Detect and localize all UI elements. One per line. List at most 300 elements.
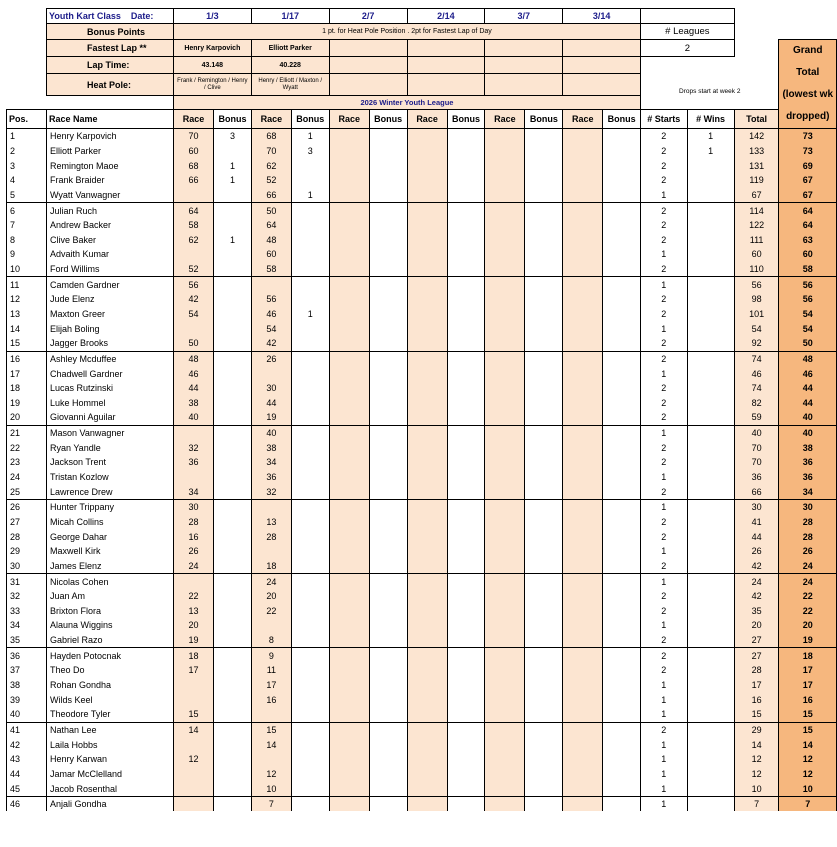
week6-race-cell bbox=[563, 321, 603, 336]
grand-total-cell: 73 bbox=[779, 129, 837, 144]
starts-cell: 2 bbox=[641, 173, 687, 188]
week5-bonus-cell bbox=[525, 529, 563, 544]
date-week-4: 2/14 bbox=[407, 9, 485, 24]
starts-cell: 1 bbox=[641, 277, 687, 292]
week5-race-cell bbox=[485, 484, 525, 499]
week3-bonus-cell bbox=[369, 218, 407, 233]
starts-cell: 2 bbox=[641, 158, 687, 173]
week2-race-cell bbox=[251, 277, 291, 292]
wins-cell bbox=[687, 425, 734, 440]
leagues-label: # Leagues bbox=[641, 24, 735, 40]
starts-cell: 2 bbox=[641, 589, 687, 604]
week3-race-cell bbox=[329, 440, 369, 455]
week6-bonus-cell bbox=[603, 633, 641, 648]
week4-race-cell bbox=[407, 500, 447, 515]
week4-race-cell bbox=[407, 663, 447, 678]
week1-race-cell: 14 bbox=[173, 722, 213, 737]
table-row bbox=[7, 351, 837, 366]
grand-total-cell: 28 bbox=[779, 529, 837, 544]
total-cell: 67 bbox=[734, 188, 779, 203]
week5-race-cell bbox=[485, 796, 525, 811]
starts-cell: 2 bbox=[641, 559, 687, 574]
table-row bbox=[7, 737, 837, 752]
week3-bonus-cell bbox=[369, 232, 407, 247]
week6-race-cell bbox=[563, 692, 603, 707]
table-row bbox=[7, 129, 837, 144]
starts-cell: 1 bbox=[641, 707, 687, 722]
week2-race-cell bbox=[251, 618, 291, 633]
starts-cell: 2 bbox=[641, 262, 687, 277]
starts-cell: 1 bbox=[641, 366, 687, 381]
week6-bonus-cell bbox=[603, 574, 641, 589]
week3-bonus-cell bbox=[369, 633, 407, 648]
week5-race-cell bbox=[485, 722, 525, 737]
week4-race-cell bbox=[407, 648, 447, 663]
heat-pole-week-5 bbox=[485, 74, 563, 95]
pos-cell: 38 bbox=[7, 678, 47, 693]
col-race: Race bbox=[329, 109, 369, 128]
week1-race-cell: 13 bbox=[173, 604, 213, 619]
pos-cell: 22 bbox=[7, 440, 47, 455]
week4-bonus-cell bbox=[447, 589, 485, 604]
wins-cell bbox=[687, 410, 734, 425]
grand-total-cell: 24 bbox=[779, 559, 837, 574]
pos-cell: 42 bbox=[7, 737, 47, 752]
week5-race-cell bbox=[485, 307, 525, 322]
week2-race-cell bbox=[251, 544, 291, 559]
week3-bonus-cell bbox=[369, 336, 407, 351]
week5-bonus-cell bbox=[525, 707, 563, 722]
starts-cell: 2 bbox=[641, 307, 687, 322]
week3-race-cell bbox=[329, 455, 369, 470]
week3-bonus-cell bbox=[369, 737, 407, 752]
week4-bonus-cell bbox=[447, 752, 485, 767]
week5-race-cell bbox=[485, 381, 525, 396]
col-wins: # Wins bbox=[687, 109, 734, 128]
week6-bonus-cell bbox=[603, 129, 641, 144]
week3-bonus-cell bbox=[369, 292, 407, 307]
grand-total-cell: 48 bbox=[779, 351, 837, 366]
week1-race-cell bbox=[173, 425, 213, 440]
pos-cell: 16 bbox=[7, 351, 47, 366]
week6-race-cell bbox=[563, 544, 603, 559]
total-cell: 16 bbox=[734, 692, 779, 707]
starts-cell: 2 bbox=[641, 484, 687, 499]
week6-race-cell bbox=[563, 663, 603, 678]
race-name-cell: Luke Hommel bbox=[47, 396, 174, 411]
starts-cell: 1 bbox=[641, 678, 687, 693]
week2-bonus-cell bbox=[291, 440, 329, 455]
week4-bonus-cell bbox=[447, 604, 485, 619]
pos-cell: 20 bbox=[7, 410, 47, 425]
wins-cell bbox=[687, 381, 734, 396]
week2-bonus-cell bbox=[291, 396, 329, 411]
week5-race-cell bbox=[485, 336, 525, 351]
week5-race-cell bbox=[485, 173, 525, 188]
week1-race-cell: 50 bbox=[173, 336, 213, 351]
total-cell: 12 bbox=[734, 767, 779, 782]
wins-cell bbox=[687, 589, 734, 604]
week2-bonus-cell bbox=[291, 604, 329, 619]
week6-bonus-cell bbox=[603, 722, 641, 737]
week1-bonus-cell bbox=[214, 663, 252, 678]
week4-race-cell bbox=[407, 544, 447, 559]
week6-race-cell bbox=[563, 455, 603, 470]
week4-bonus-cell bbox=[447, 633, 485, 648]
week2-race-cell: 36 bbox=[251, 470, 291, 485]
pos-cell: 30 bbox=[7, 559, 47, 574]
wins-cell bbox=[687, 781, 734, 796]
week6-race-cell bbox=[563, 262, 603, 277]
fastest-lap-week-4 bbox=[407, 40, 485, 57]
week2-bonus-cell bbox=[291, 796, 329, 811]
total-cell: 46 bbox=[734, 366, 779, 381]
week6-race-cell bbox=[563, 767, 603, 782]
week1-bonus-cell bbox=[214, 470, 252, 485]
pos-cell: 17 bbox=[7, 366, 47, 381]
starts-cell: 2 bbox=[641, 129, 687, 144]
week4-race-cell bbox=[407, 351, 447, 366]
week4-race-cell bbox=[407, 247, 447, 262]
week2-race-cell: 60 bbox=[251, 247, 291, 262]
week5-bonus-cell bbox=[525, 781, 563, 796]
starts-cell: 2 bbox=[641, 663, 687, 678]
week2-bonus-cell bbox=[291, 203, 329, 218]
starts-cell: 2 bbox=[641, 633, 687, 648]
table-row bbox=[7, 484, 837, 499]
starts-cell: 1 bbox=[641, 692, 687, 707]
total-cell: 35 bbox=[734, 604, 779, 619]
week2-race-cell: 13 bbox=[251, 515, 291, 530]
col-race-name: Race Name bbox=[47, 109, 174, 128]
week5-race-cell bbox=[485, 737, 525, 752]
week2-race-cell: 24 bbox=[251, 574, 291, 589]
week5-race-cell bbox=[485, 440, 525, 455]
table-row bbox=[7, 529, 837, 544]
week2-race-cell: 7 bbox=[251, 796, 291, 811]
week5-race-cell bbox=[485, 158, 525, 173]
week6-race-cell bbox=[563, 366, 603, 381]
week4-bonus-cell bbox=[447, 381, 485, 396]
week1-race-cell: 34 bbox=[173, 484, 213, 499]
week4-bonus-cell bbox=[447, 351, 485, 366]
week6-race-cell bbox=[563, 752, 603, 767]
week1-race-cell: 52 bbox=[173, 262, 213, 277]
grand-total-cell: 54 bbox=[779, 321, 837, 336]
total-cell: 92 bbox=[734, 336, 779, 351]
starts-cell: 2 bbox=[641, 336, 687, 351]
grand-total-cell: 30 bbox=[779, 500, 837, 515]
week6-bonus-cell bbox=[603, 262, 641, 277]
week4-race-cell bbox=[407, 277, 447, 292]
grand-total-cell: 34 bbox=[779, 484, 837, 499]
week2-race-cell: 14 bbox=[251, 737, 291, 752]
week5-race-cell bbox=[485, 129, 525, 144]
pos-cell: 24 bbox=[7, 470, 47, 485]
pos-cell: 19 bbox=[7, 396, 47, 411]
week6-bonus-cell bbox=[603, 321, 641, 336]
week5-race-cell bbox=[485, 559, 525, 574]
week5-race-cell bbox=[485, 589, 525, 604]
starts-cell: 1 bbox=[641, 752, 687, 767]
week5-bonus-cell bbox=[525, 604, 563, 619]
week1-bonus-cell bbox=[214, 277, 252, 292]
week6-race-cell bbox=[563, 292, 603, 307]
week6-bonus-cell bbox=[603, 796, 641, 811]
table-row bbox=[7, 410, 837, 425]
week3-bonus-cell bbox=[369, 158, 407, 173]
wins-cell bbox=[687, 203, 734, 218]
week3-bonus-cell bbox=[369, 440, 407, 455]
week3-race-cell bbox=[329, 292, 369, 307]
total-cell: 82 bbox=[734, 396, 779, 411]
week6-race-cell bbox=[563, 158, 603, 173]
week6-bonus-cell bbox=[603, 218, 641, 233]
week2-race-cell: 38 bbox=[251, 440, 291, 455]
col-bonus: Bonus bbox=[214, 109, 252, 128]
week3-bonus-cell bbox=[369, 752, 407, 767]
total-cell: 131 bbox=[734, 158, 779, 173]
week3-bonus-cell bbox=[369, 722, 407, 737]
table-row bbox=[7, 500, 837, 515]
week3-race-cell bbox=[329, 574, 369, 589]
week5-race-cell bbox=[485, 292, 525, 307]
week4-bonus-cell bbox=[447, 366, 485, 381]
week3-race-cell bbox=[329, 188, 369, 203]
week1-bonus-cell bbox=[214, 336, 252, 351]
pos-cell: 23 bbox=[7, 455, 47, 470]
week4-bonus-cell bbox=[447, 203, 485, 218]
race-name-cell: Maxwell Kirk bbox=[47, 544, 174, 559]
week2-race-cell: 30 bbox=[251, 381, 291, 396]
week5-bonus-cell bbox=[525, 618, 563, 633]
week5-race-cell bbox=[485, 544, 525, 559]
week4-bonus-cell bbox=[447, 737, 485, 752]
week1-bonus-cell bbox=[214, 722, 252, 737]
week6-bonus-cell bbox=[603, 752, 641, 767]
week3-race-cell bbox=[329, 366, 369, 381]
week3-race-cell bbox=[329, 396, 369, 411]
week6-bonus-cell bbox=[603, 589, 641, 604]
week2-bonus-cell bbox=[291, 351, 329, 366]
week2-bonus-cell bbox=[291, 781, 329, 796]
wins-cell bbox=[687, 173, 734, 188]
week1-race-cell: 54 bbox=[173, 307, 213, 322]
week1-bonus-cell bbox=[214, 262, 252, 277]
week1-bonus-cell bbox=[214, 396, 252, 411]
wins-cell bbox=[687, 737, 734, 752]
pos-cell: 35 bbox=[7, 633, 47, 648]
week1-bonus-cell bbox=[214, 604, 252, 619]
week3-bonus-cell bbox=[369, 307, 407, 322]
week4-race-cell bbox=[407, 425, 447, 440]
grand-total-cell: 12 bbox=[779, 752, 837, 767]
starts-cell: 2 bbox=[641, 232, 687, 247]
week1-bonus-cell bbox=[214, 351, 252, 366]
week5-race-cell bbox=[485, 455, 525, 470]
week6-bonus-cell bbox=[603, 381, 641, 396]
week1-race-cell: 28 bbox=[173, 515, 213, 530]
week2-bonus-cell bbox=[291, 737, 329, 752]
week1-bonus-cell bbox=[214, 544, 252, 559]
week3-race-cell bbox=[329, 351, 369, 366]
week5-race-cell bbox=[485, 144, 525, 159]
week2-bonus-cell bbox=[291, 410, 329, 425]
week6-race-cell bbox=[563, 589, 603, 604]
week2-bonus-cell bbox=[291, 515, 329, 530]
week2-bonus-cell bbox=[291, 618, 329, 633]
week3-race-cell bbox=[329, 129, 369, 144]
week6-bonus-cell bbox=[603, 737, 641, 752]
date-week-6: 3/14 bbox=[563, 9, 641, 24]
week2-race-cell: 16 bbox=[251, 692, 291, 707]
week6-race-cell bbox=[563, 336, 603, 351]
total-cell: 111 bbox=[734, 232, 779, 247]
week3-race-cell bbox=[329, 529, 369, 544]
week3-race-cell bbox=[329, 722, 369, 737]
week4-race-cell bbox=[407, 381, 447, 396]
wins-cell bbox=[687, 692, 734, 707]
week3-race-cell bbox=[329, 589, 369, 604]
grand-total-cell: 63 bbox=[779, 232, 837, 247]
race-name-cell: Jagger Brooks bbox=[47, 336, 174, 351]
week1-race-cell: 64 bbox=[173, 203, 213, 218]
week5-bonus-cell bbox=[525, 218, 563, 233]
week4-bonus-cell bbox=[447, 396, 485, 411]
table-row bbox=[7, 396, 837, 411]
standings-sheet bbox=[6, 8, 837, 811]
week2-bonus-cell bbox=[291, 158, 329, 173]
week1-race-cell: 24 bbox=[173, 559, 213, 574]
week5-race-cell bbox=[485, 604, 525, 619]
week3-bonus-cell bbox=[369, 247, 407, 262]
table-row bbox=[7, 203, 837, 218]
total-cell: 70 bbox=[734, 440, 779, 455]
starts-cell: 1 bbox=[641, 781, 687, 796]
week4-bonus-cell bbox=[447, 410, 485, 425]
week4-race-cell bbox=[407, 188, 447, 203]
week4-bonus-cell bbox=[447, 455, 485, 470]
grand-total-cell: 18 bbox=[779, 648, 837, 663]
week4-bonus-cell bbox=[447, 292, 485, 307]
week6-race-cell bbox=[563, 351, 603, 366]
pos-cell: 7 bbox=[7, 218, 47, 233]
week4-bonus-cell bbox=[447, 262, 485, 277]
wins-cell bbox=[687, 307, 734, 322]
grand-total-cell: 69 bbox=[779, 158, 837, 173]
race-name-cell: Jackson Trent bbox=[47, 455, 174, 470]
week1-bonus-cell: 1 bbox=[214, 173, 252, 188]
week5-race-cell bbox=[485, 692, 525, 707]
week4-race-cell bbox=[407, 129, 447, 144]
table-row bbox=[7, 544, 837, 559]
week6-race-cell bbox=[563, 648, 603, 663]
week5-race-cell bbox=[485, 515, 525, 530]
fastest-lap-week-5 bbox=[485, 40, 563, 57]
week2-bonus-cell bbox=[291, 574, 329, 589]
week3-race-cell bbox=[329, 173, 369, 188]
pos-cell: 21 bbox=[7, 425, 47, 440]
week5-race-cell bbox=[485, 529, 525, 544]
week2-race-cell: 52 bbox=[251, 173, 291, 188]
week3-bonus-cell bbox=[369, 277, 407, 292]
starts-cell: 1 bbox=[641, 767, 687, 782]
total-cell: 17 bbox=[734, 678, 779, 693]
grand-total-cell: 24 bbox=[779, 574, 837, 589]
week3-race-cell bbox=[329, 559, 369, 574]
week4-bonus-cell bbox=[447, 470, 485, 485]
week3-bonus-cell bbox=[369, 500, 407, 515]
pos-cell: 18 bbox=[7, 381, 47, 396]
week6-bonus-cell bbox=[603, 173, 641, 188]
race-name-cell: Clive Baker bbox=[47, 232, 174, 247]
week3-race-cell bbox=[329, 425, 369, 440]
week6-race-cell bbox=[563, 232, 603, 247]
wins-cell bbox=[687, 188, 734, 203]
grand-total-cell: 44 bbox=[779, 381, 837, 396]
week1-race-cell: 62 bbox=[173, 232, 213, 247]
table-row bbox=[7, 188, 837, 203]
week4-bonus-cell bbox=[447, 321, 485, 336]
wins-cell bbox=[687, 366, 734, 381]
col-bonus: Bonus bbox=[291, 109, 329, 128]
week6-race-cell bbox=[563, 604, 603, 619]
starts-cell: 2 bbox=[641, 515, 687, 530]
week5-bonus-cell bbox=[525, 692, 563, 707]
week1-race-cell: 26 bbox=[173, 544, 213, 559]
week1-bonus-cell bbox=[214, 707, 252, 722]
week3-bonus-cell bbox=[369, 781, 407, 796]
table-row bbox=[7, 455, 837, 470]
pos-cell: 10 bbox=[7, 262, 47, 277]
week2-race-cell bbox=[251, 500, 291, 515]
week4-race-cell bbox=[407, 752, 447, 767]
week3-bonus-cell bbox=[369, 410, 407, 425]
week6-race-cell bbox=[563, 173, 603, 188]
week4-bonus-cell bbox=[447, 425, 485, 440]
grand-total-cell: 46 bbox=[779, 366, 837, 381]
race-name-cell: Jacob Rosenthal bbox=[47, 781, 174, 796]
col-race: Race bbox=[563, 109, 603, 128]
week2-bonus-cell bbox=[291, 470, 329, 485]
week2-race-cell: 42 bbox=[251, 336, 291, 351]
week3-bonus-cell bbox=[369, 559, 407, 574]
week3-race-cell bbox=[329, 277, 369, 292]
week1-race-cell bbox=[173, 678, 213, 693]
week3-bonus-cell bbox=[369, 618, 407, 633]
week1-race-cell: 16 bbox=[173, 529, 213, 544]
grand-total-cell: 22 bbox=[779, 589, 837, 604]
week5-race-cell bbox=[485, 767, 525, 782]
total-cell: 15 bbox=[734, 707, 779, 722]
race-name-cell: Hayden Potocnak bbox=[47, 648, 174, 663]
table-row bbox=[7, 425, 837, 440]
week6-bonus-cell bbox=[603, 307, 641, 322]
total-cell: 24 bbox=[734, 574, 779, 589]
week6-bonus-cell bbox=[603, 663, 641, 678]
week4-bonus-cell bbox=[447, 618, 485, 633]
pos-cell: 29 bbox=[7, 544, 47, 559]
heat-pole-week-1: Frank / Remington / Henry / Clive bbox=[173, 74, 251, 95]
starts-cell: 1 bbox=[641, 321, 687, 336]
week3-bonus-cell bbox=[369, 396, 407, 411]
bonus-points-label: Bonus Points bbox=[47, 24, 174, 40]
week4-bonus-cell bbox=[447, 336, 485, 351]
wins-cell bbox=[687, 218, 734, 233]
week2-bonus-cell bbox=[291, 752, 329, 767]
week3-bonus-cell bbox=[369, 796, 407, 811]
week4-race-cell bbox=[407, 321, 447, 336]
